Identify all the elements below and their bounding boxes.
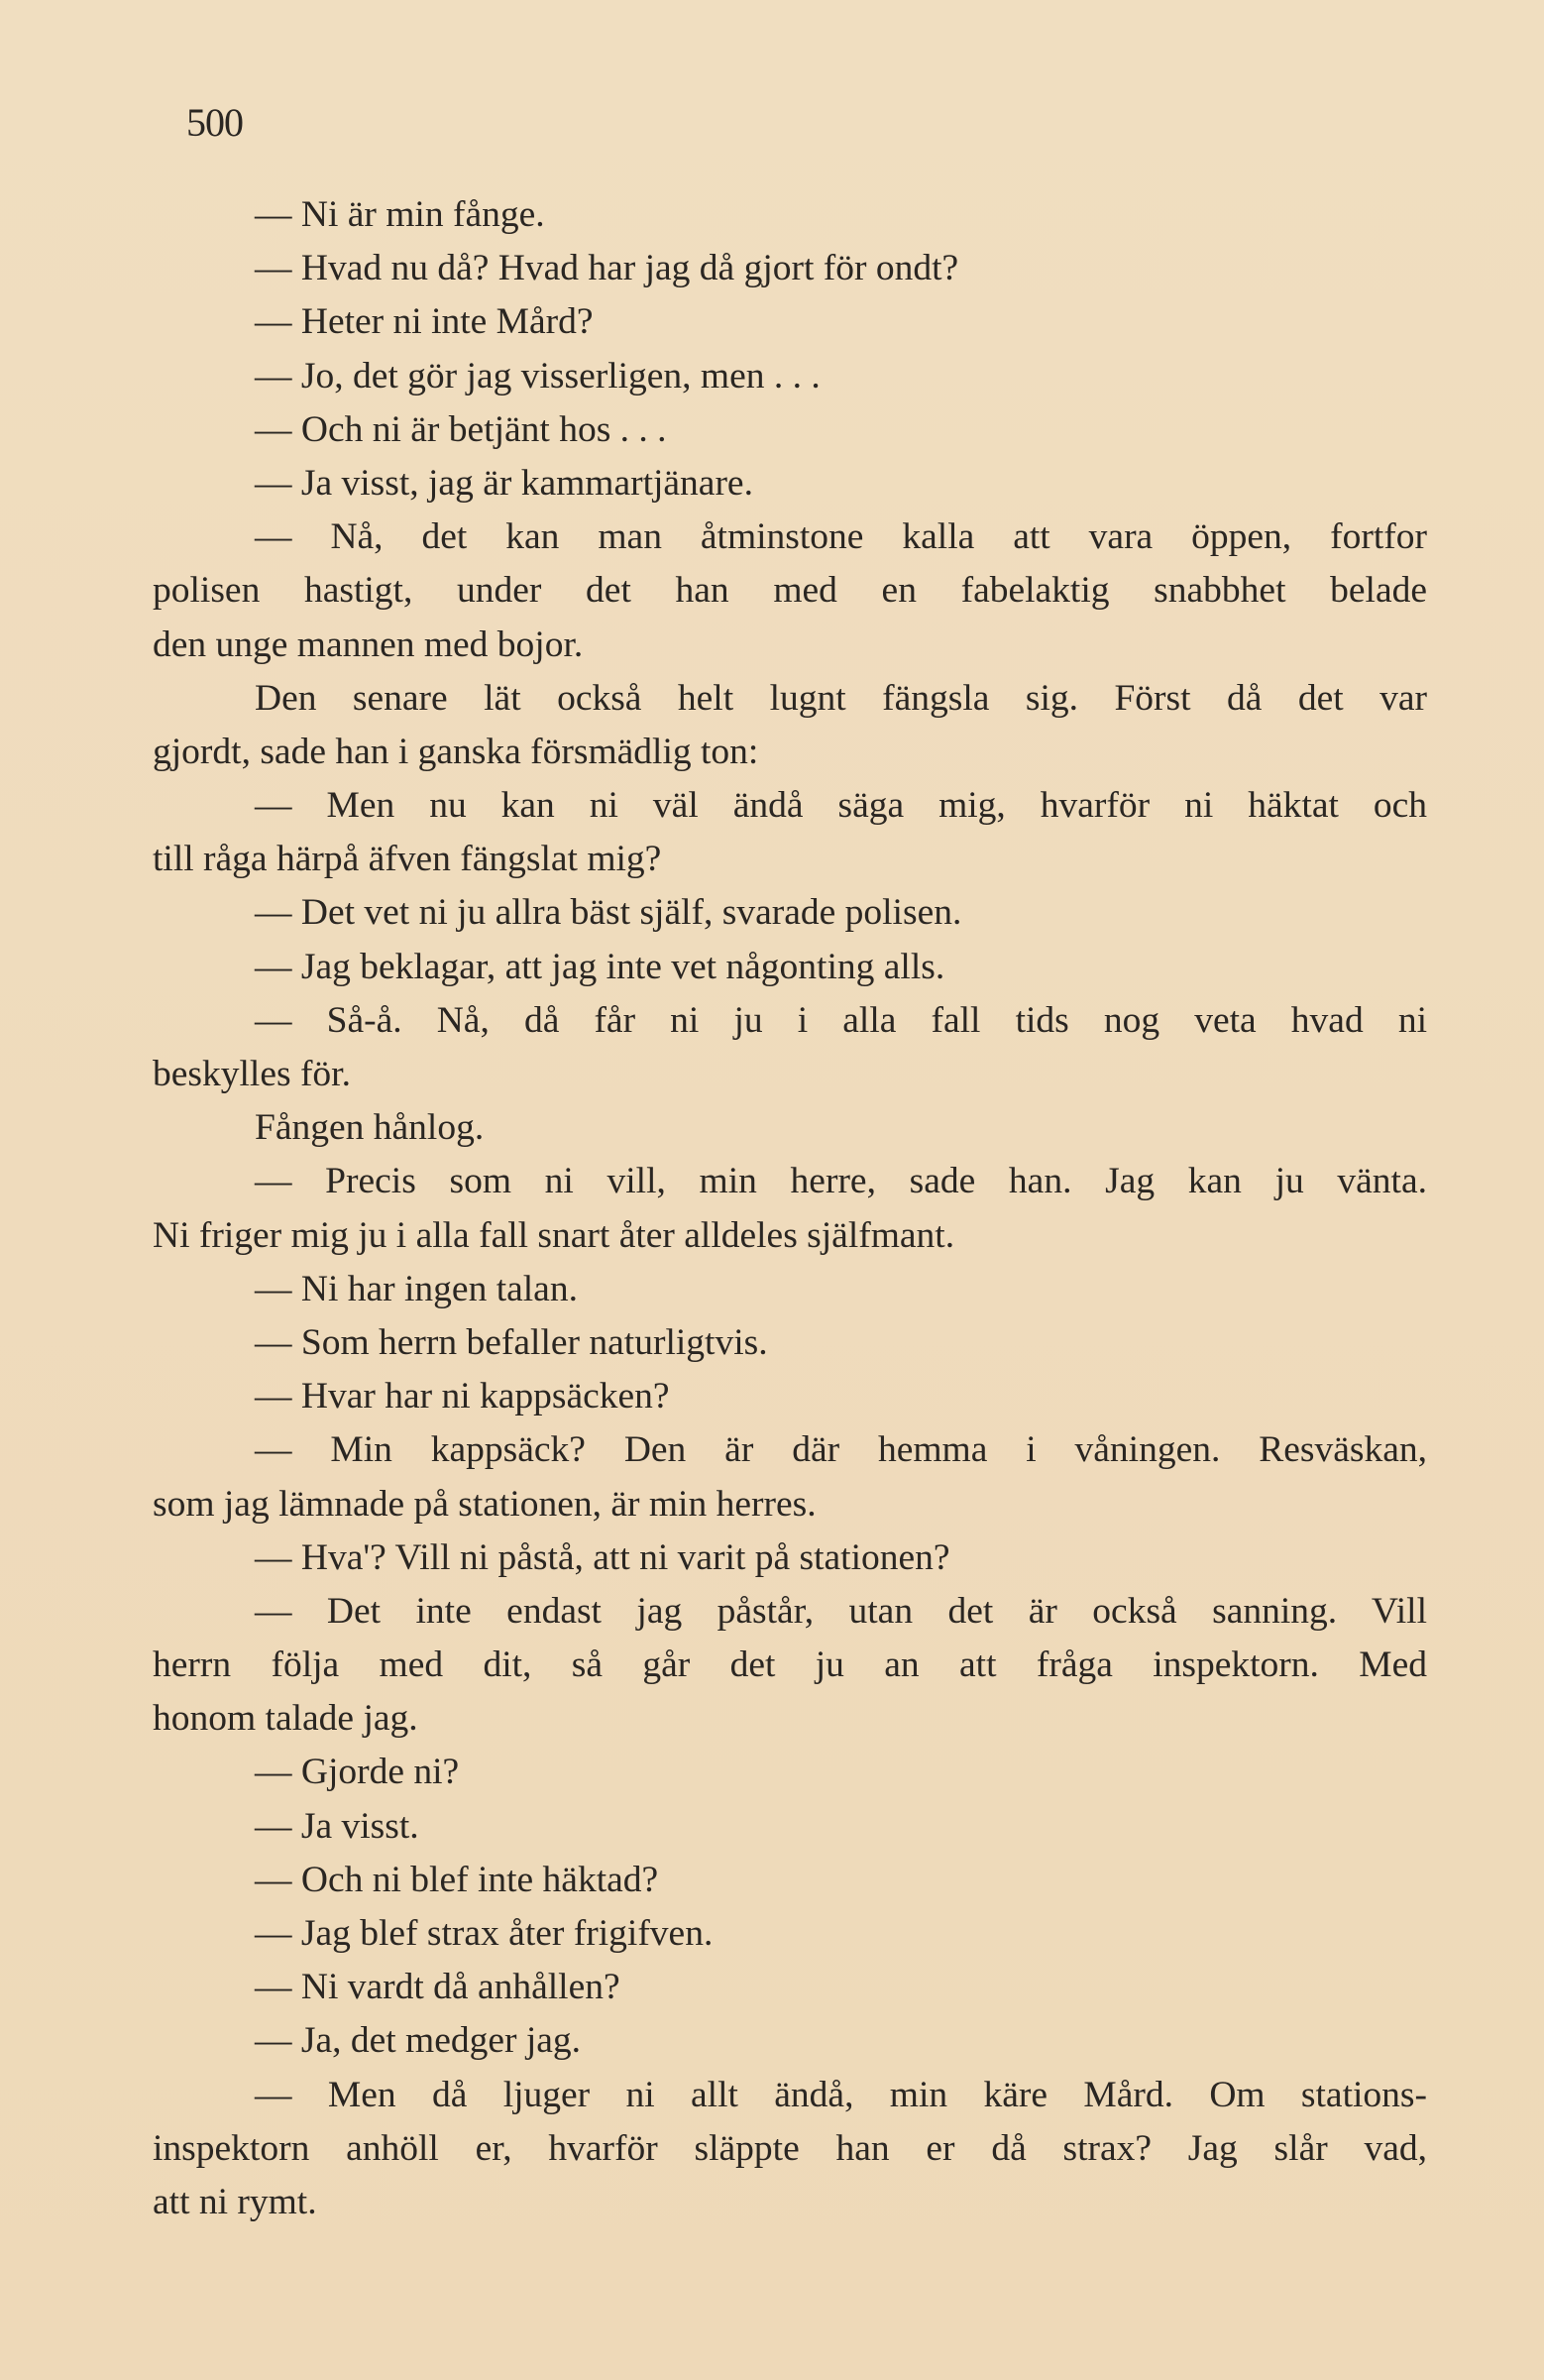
text-line: — Ni är min fånge.	[255, 194, 545, 235]
text-line: — Ni har ingen talan.	[255, 1268, 578, 1309]
text-line: till råga härpå äfven fängslat mig?	[153, 839, 662, 880]
text-line: — Så-å. Nå, då får ni ju i alla fall tids nog veta hvad ni	[255, 999, 1427, 1041]
text-line: — Hvar har ni kappsäcken?	[255, 1376, 670, 1417]
text-line: — Hva'? Vill ni påstå, att ni varit på stationen?	[255, 1536, 950, 1578]
text-line: inspektorn anhöll er, hvarför släppte han er då strax? Jag slår vad,	[153, 2127, 1427, 2169]
text-line: gjordt, sade han i ganska försmädlig ton:	[153, 731, 759, 772]
text-line: — Ni vardt då anhållen?	[255, 1967, 620, 2008]
text-line: Ni friger mig ju i alla fall snart åter alldeles själfmant.	[153, 1214, 955, 1256]
text-line: — Och ni blef inte häktad?	[255, 1859, 659, 1900]
text-line: Den senare lät också helt lugnt fängsla sig. Först då det var	[255, 677, 1427, 719]
text-line: — Jag blef strax åter frigifven.	[255, 1913, 714, 1954]
text-line: som jag lämnade på stationen, är min herres.	[153, 1483, 817, 1525]
text-line: herrn följa med dit, så går det ju an att fråga inspektorn. Med	[153, 1644, 1427, 1686]
text-line: — Men då ljuger ni allt ändå, min käre Mård. Om stations-	[255, 2074, 1427, 2115]
text-line: — Hvad nu då? Hvad har jag då gjort för ondt?	[255, 248, 959, 289]
text-line: — Gjorde ni?	[255, 1752, 460, 1793]
text-line: — Det inte endast jag påstår, utan det är också sanning. Vill	[255, 1590, 1427, 1632]
page-number: 500	[186, 100, 243, 145]
text-line: den unge mannen med bojor.	[153, 623, 584, 665]
text-line: honom talade jag.	[153, 1698, 418, 1740]
text-line: Fången hånlog.	[255, 1107, 485, 1149]
text-line: — Jo, det gör jag visserligen, men . . .	[255, 355, 821, 397]
body-text	[153, 188, 1427, 2229]
text-line: beskylles för.	[153, 1054, 351, 1094]
text-line: — Heter ni inte Mård?	[255, 301, 594, 343]
text-line: — Ja visst.	[255, 1805, 419, 1847]
text-line: — Som herrn befaller naturligtvis.	[255, 1321, 768, 1363]
text-line: — Ja visst, jag är kammartjänare.	[255, 462, 753, 504]
text-line: — Det vet ni ju allra bäst själf, svarade polisen.	[255, 892, 962, 934]
text-line: — Precis som ni vill, min herre, sade han. Jag kan ju vänta.	[255, 1161, 1427, 1202]
text-line: — Men nu kan ni väl ändå säga mig, hvarför ni häktat och	[255, 785, 1427, 827]
text-line: — Nå, det kan man åtminstone kalla att vara öppen, fortfor	[255, 516, 1427, 558]
text-line: — Ja, det medger jag.	[255, 2020, 582, 2062]
text-line: polisen hastigt, under det han med en fabelaktig snabbhet belade	[153, 570, 1427, 612]
text-line: — Jag beklagar, att jag inte vet någonting alls.	[255, 946, 945, 987]
text-line: — Och ni är betjänt hos . . .	[255, 408, 667, 450]
text-line: att ni rymt.	[153, 2181, 317, 2222]
text-line: — Min kappsäck? Den är där hemma i våningen. Resväskan,	[255, 1429, 1427, 1471]
